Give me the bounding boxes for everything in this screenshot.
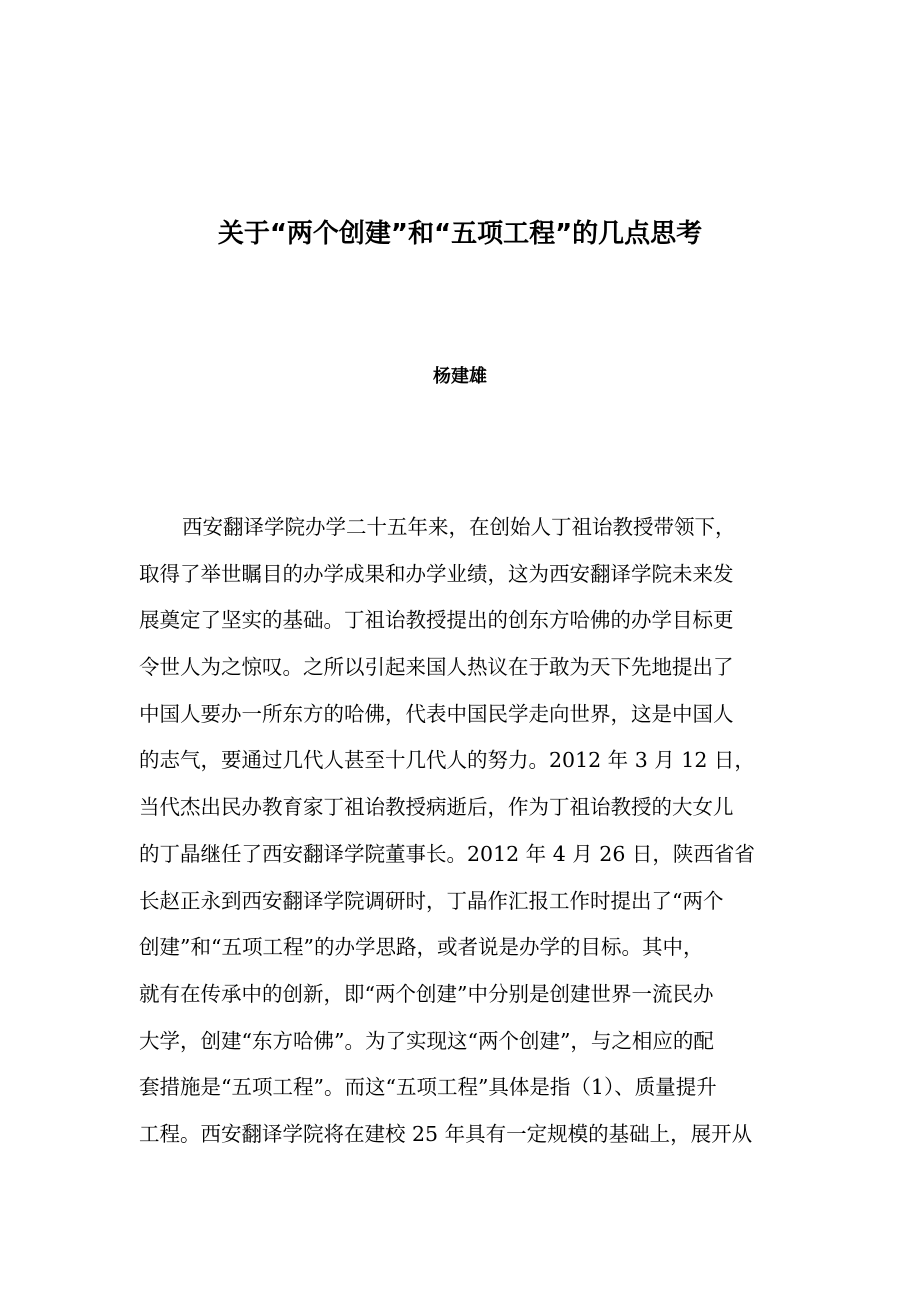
paragraph-line: 长赵正永到西安翻译学院调研时，丁晶作汇报工作时提出了“两个 — [139, 888, 724, 913]
paragraph-line: 展奠定了坚实的基础。丁祖诒教授提出的创东方哈佛的办学目标更 — [139, 608, 734, 633]
document-title: 关于“两个创建”和“五项工程”的几点思考 — [217, 219, 703, 249]
paragraph-line: 令世人为之惊叹。之所以引起来国人热议在于敢为天下先地提出了 — [139, 655, 734, 680]
paragraph-line: 取得了举世瞩目的办学成果和办学业绩，这为西安翻译学院未来发 — [139, 561, 734, 586]
paragraph-line: 的志气，要通过几代人甚至十几代人的努力。2012 年 3 月 12 日， — [139, 748, 755, 773]
paragraph-line: 工程。西安翻译学院将在建校 25 年具有一定规模的基础上，展开从 — [139, 1121, 753, 1146]
paragraph-line: 套措施是“五项工程”。而这“五项工程”具体是指（1）、质量提升 — [139, 1075, 717, 1100]
paragraph-line: 的丁晶继任了西安翻译学院董事长。2012 年 4 月 26 日，陕西省省 — [139, 841, 755, 866]
paragraph-line: 就有在传承中的创新，即“两个创建”中分别是创建世界一流民办 — [139, 981, 714, 1006]
body-paragraph — [139, 504, 779, 1158]
paragraph-line: 创建”和“五项工程”的办学思路，或者说是办学的目标。其中， — [139, 935, 704, 960]
paragraph-line: 大学，创建“东方哈佛”。为了实现这“两个创建”，与之相应的配 — [139, 1028, 714, 1053]
paragraph-line: 中国人要办一所东方的哈佛，代表中国民学走向世界，这是中国人 — [139, 701, 734, 726]
author-name: 杨建雄 — [433, 366, 487, 387]
paragraph-line: 当代杰出民办教育家丁祖诒教授病逝后，作为丁祖诒教授的大女儿 — [139, 795, 734, 820]
paragraph-line: 西安翻译学院办学二十五年来，在创始人丁祖诒教授带领下， — [182, 515, 736, 539]
